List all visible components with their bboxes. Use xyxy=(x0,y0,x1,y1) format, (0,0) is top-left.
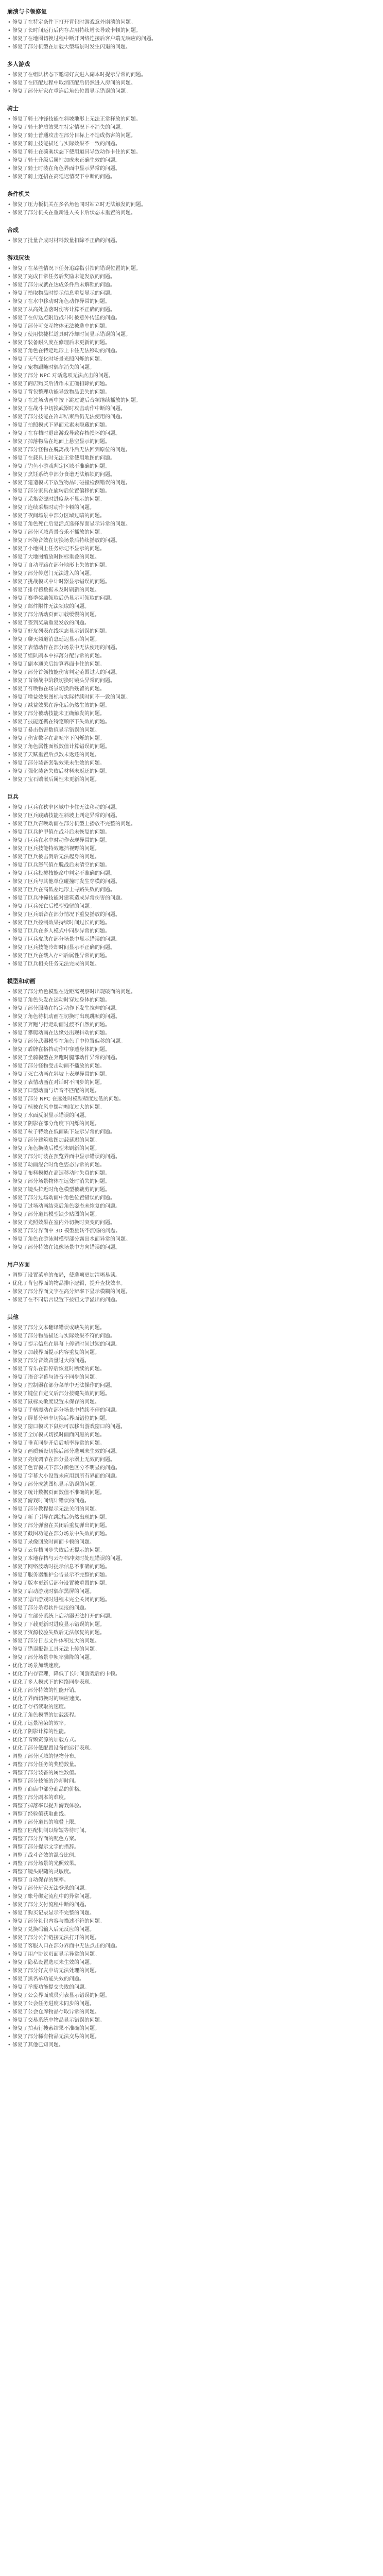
change-item: • 修复了在部分系统上启动器无法打开的问题。 xyxy=(7,1613,285,1621)
change-item: • 调整了部分技能的冷却时间。 xyxy=(7,1777,285,1786)
section-title: 多人游戏 xyxy=(7,61,30,67)
change-item: • 修复了聊天频道消息延迟显示的问题。 xyxy=(7,636,285,644)
change-item: • 修复了装备耐久度在修理后未更新的问题。 xyxy=(7,339,285,347)
patch-section xyxy=(7,104,383,181)
change-item: • 修复了部分杀毒软件误报的问题。 xyxy=(7,1604,285,1613)
change-item: • 修复了垂直同步开启后帧率异常的问题。 xyxy=(7,1439,285,1448)
change-item: • 修复了在过场动画中按下跳过键后音频继续播放的问题。 xyxy=(7,397,285,405)
change-item: • 调整了自动保存的频率。 xyxy=(7,1876,285,1885)
change-item: • 修复了部分支付流程中断的问题。 xyxy=(7,1901,285,1909)
change-item: • 修复了巨兵投掷技能命中判定不准确的问题。 xyxy=(7,870,285,878)
change-item: • 调整了设置菜单的布局，使选项更加清晰易读。 xyxy=(7,1272,285,1280)
patch-section xyxy=(7,1260,383,1304)
change-list xyxy=(7,237,383,245)
change-item: • 优化了阴影计算的性能。 xyxy=(7,1728,285,1736)
change-item: • 修复了角色换装后模型未刷新的问题。 xyxy=(7,1145,285,1153)
change-item: • 修复了公会仓库物品存取异常的问题。 xyxy=(7,2008,285,2016)
change-item: • 修复了服务器维护公告显示不完整的问题。 xyxy=(7,1571,285,1580)
change-item: • 修复了下载更新时进度显示错误的问题。 xyxy=(7,1621,285,1629)
change-item: • 修复了表情动作在部分场景中无法使用的问题。 xyxy=(7,644,285,652)
patch-section xyxy=(7,1313,383,2049)
change-item: • 修复了黑名单功能失效的问题。 xyxy=(7,1975,285,1984)
change-item: • 调整了部分装备的属性数值。 xyxy=(7,1769,285,1777)
section-title: 其他 xyxy=(7,1314,19,1320)
change-item: • 修复了部分弹窗在关闭后重复弹出的问题。 xyxy=(7,1522,285,1530)
change-item: • 修复了部分成就图标显示错误的问题。 xyxy=(7,1481,285,1489)
change-item: • 修复了部分特效在镜像场景中方向错误的问题。 xyxy=(7,1244,285,1252)
change-item: • 修复了减益效果在净化后仍然生效的问题。 xyxy=(7,702,285,710)
change-item: • 调整了商店中部分商品的价格。 xyxy=(7,1786,285,1794)
change-item: • 修复了客服入口在部分界面中无法点击的问题。 xyxy=(7,1942,285,1951)
change-item: • 修复了骑士连招在高延迟情况下中断的问题。 xyxy=(7,173,285,181)
change-item: • 修复了巨兵语音在部分情况下重复播放的问题。 xyxy=(7,911,285,919)
change-item: • 修复了部分道具模型缺少贴图的问题。 xyxy=(7,1211,285,1219)
change-item: • 修复了部分日志文件体积过大的问题。 xyxy=(7,1637,285,1646)
change-item: • 修复了账号绑定流程中的异常问题。 xyxy=(7,1893,285,1901)
change-item: • 修复了天气变化时场景光照闪烁的问题。 xyxy=(7,355,285,364)
change-item: • 优化了音频资源的加载方式。 xyxy=(7,1736,285,1744)
change-item: • 修复了新手引导在跳过后仍然出现的问题。 xyxy=(7,1514,285,1522)
change-item: • 修复了排行榜数据未及时刷新的问题。 xyxy=(7,586,285,595)
change-item: • 修复了游戏时间统计错误的问题。 xyxy=(7,1497,285,1505)
change-item: • 修复了骑士时装在角色界面中显示异常的问题。 xyxy=(7,165,285,173)
change-item: • 修复了本地存档与云存档冲突时处理错误的问题。 xyxy=(7,1555,285,1563)
change-item: • 优化了多人模式下的网络同步表现。 xyxy=(7,1679,285,1687)
section-title: 条件机关 xyxy=(7,191,30,197)
change-item: • 修复了屏幕分辨率切换后界面错位的问题。 xyxy=(7,1415,285,1423)
change-item: • 修复了部分角色模型在近距离观察时出现破面的问题。 xyxy=(7,988,285,996)
change-item: • 修复了巨兵皮肤在部分场景中显示错误的问题。 xyxy=(7,936,285,944)
change-item: • 修复了在载具上时无法正常使用地图的问题。 xyxy=(7,454,285,463)
change-item: • 修复了巨兵在高低差地形上寻路失败的问题。 xyxy=(7,886,285,894)
change-item: • 修复了暴击伤害数值显示错误的问题。 xyxy=(7,726,285,735)
change-item: • 修复了云存档同步失败后无提示的问题。 xyxy=(7,1547,285,1555)
change-item: • 修复了签到奖励重复发放的问题。 xyxy=(7,619,285,628)
change-item: • 修复了色盲模式下部分颜色区分不明显的问题。 xyxy=(7,1464,285,1472)
change-item: • 修复了部分机型在加载大型场景时发生闪退的问题。 xyxy=(7,43,285,52)
change-item: • 修复了奔跑与行走动画过渡不自然的问题。 xyxy=(7,1021,285,1029)
change-item: • 修复了技能连携在特定顺序下失效的问题。 xyxy=(7,718,285,726)
change-item: • 修复了部分玩家无法登录的问题。 xyxy=(7,1885,285,1893)
change-item: • 修复了骑士技能描述与实际效果不一致的问题。 xyxy=(7,140,285,148)
change-item: • 修复了在地图切换过程中断开网络连接后客户端无响应的问题。 xyxy=(7,35,285,43)
change-item: • 修复了长时间运行后内存占用持续增长导致卡顿的问题。 xyxy=(7,27,285,35)
section-title: 模型和动画 xyxy=(7,978,36,985)
change-item: • 修复了部分机关在重新进入关卡后状态未重置的问题。 xyxy=(7,209,285,217)
change-item: • 调整了经验值获取曲线。 xyxy=(7,1810,285,1819)
change-item: • 优化了场景加载速度。 xyxy=(7,1662,285,1670)
section-title: 用户界面 xyxy=(7,1261,30,1268)
section-title: 合成 xyxy=(7,227,19,233)
change-item: • 修复了植被在风中摆动幅度过大的问题。 xyxy=(7,1104,285,1112)
change-item: • 修复了兑换码输入后无反应的问题。 xyxy=(7,1926,285,1934)
change-item: • 修复了资源校验失败后无法修复的问题。 xyxy=(7,1629,285,1637)
change-item: • 修复了骑士在骑乘状态下使用道具导致动作卡住的问题。 xyxy=(7,148,285,157)
change-item: • 优化了内存管理，降低了长时间游戏后的卡顿。 xyxy=(7,1670,285,1679)
change-item: • 修复了用户协议页面显示异常的问题。 xyxy=(7,1951,285,1959)
patch-section xyxy=(7,226,383,245)
change-item: • 修复了部分教程提示无法关闭的问题。 xyxy=(7,1505,285,1514)
change-item: • 修复了手柄震动在部分场景中持续不停的问题。 xyxy=(7,1406,285,1415)
patch-section xyxy=(7,253,383,784)
change-item: • 优化了角色模型的加载流程。 xyxy=(7,1711,285,1720)
patch-section xyxy=(7,792,383,969)
change-item: • 修复了全屏模式切换时画面闪黑的问题。 xyxy=(7,1431,285,1439)
change-item: • 修复了在不同语言设置下按钮文字溢出的问题。 xyxy=(7,1296,285,1304)
change-item: • 修复了连续采集时动作卡顿的问题。 xyxy=(7,504,285,512)
change-item: • 修复了背包整理功能导致物品丢失的问题。 xyxy=(7,388,285,397)
change-item: • 修复了隐私设置选项未生效的问题。 xyxy=(7,1959,285,1967)
change-item: • 修复了角色头发在运动时穿过身体的问题。 xyxy=(7,996,285,1005)
change-item: • 修复了使用快捷栏道具时冷却时间显示错误的问题。 xyxy=(7,331,285,339)
change-item: • 修复了部分装备套装效果未生效的问题。 xyxy=(7,759,285,768)
change-item: • 修复了部分武器模型在角色手中位置偏移的问题。 xyxy=(7,1038,285,1046)
patch-notes-document xyxy=(7,7,383,2049)
change-item: • 修复了在水中移动时角色动作异常的问题。 xyxy=(7,298,285,306)
change-item: • 修复了字幕大小设置未应用到所有界面的问题。 xyxy=(7,1472,285,1481)
change-item: • 优化了背包界面的物品排序逻辑，提升查找效率。 xyxy=(7,1280,285,1288)
change-item: • 修复了巨兵怒气值在脱战后未清空的问题。 xyxy=(7,861,285,870)
change-item: • 修复了部分稀有物品无法交易的问题。 xyxy=(7,2033,285,2041)
change-item: • 修复了动画混合时角色姿态异常的问题。 xyxy=(7,1161,285,1170)
change-item: • 修复了部分成就在达成条件后未解锁的问题。 xyxy=(7,281,285,290)
change-item: • 修复了组队副本中掉落分配异常的问题。 xyxy=(7,652,285,660)
change-item: • 修复了启动游戏时偶尔黑屏的问题。 xyxy=(7,1588,285,1596)
change-item: • 修复了召唤物在场景切换后残留的问题。 xyxy=(7,685,285,693)
change-list xyxy=(7,1272,383,1304)
change-item: • 修复了死亡动画在斜坡上表现异常的问题。 xyxy=(7,1071,285,1079)
change-item: • 修复了语音字幕与语音不同步的问题。 xyxy=(7,1374,285,1382)
change-item: • 调整了部分场景的光照效果。 xyxy=(7,1860,285,1868)
change-item: • 修复了粒子特效在低画质下显示异常的问题。 xyxy=(7,1128,285,1137)
change-item: • 修复了骑士护盾效果在特定情况下不消失的问题。 xyxy=(7,124,285,132)
change-item: • 修复了巨兵技能特效遮挡视野的问题。 xyxy=(7,845,285,853)
change-item: • 修复了统计数据页面数值不准确的问题。 xyxy=(7,1489,285,1497)
change-item: • 修复了宝石镶嵌后属性未更新的问题。 xyxy=(7,776,285,784)
change-item: • 修复了部分物品描述与实际效果不符的问题。 xyxy=(7,1332,285,1341)
change-list xyxy=(7,1324,383,2049)
change-item: • 调整了匹配机制以缩短等待时间。 xyxy=(7,1827,285,1835)
change-item: • 修复了部分礼包内容与描述不符的问题。 xyxy=(7,1918,285,1926)
change-item: • 修复了在战斗中切换武器时攻击动作中断的问题。 xyxy=(7,405,285,413)
change-item: • 修复了部分怪物受击动画不播放的问题。 xyxy=(7,1062,285,1071)
change-item: • 修复了部分服装在特定动作下发生拉伸的问题。 xyxy=(7,1005,285,1013)
change-item: • 修复了挑战模式中计时器显示错误的问题。 xyxy=(7,578,285,586)
change-item: • 修复了夜间场景中部分区域过暗的问题。 xyxy=(7,512,285,520)
change-item: • 修复了部分 NPC 在远处时模型精度过低的问题。 xyxy=(7,1095,285,1104)
change-item: • 修复了采集资源时进度条不显示的问题。 xyxy=(7,496,285,504)
change-item: • 修复了错误报告工具无法上传的问题。 xyxy=(7,1646,285,1654)
change-item: • 修复了部分技能在冷却结束后仍无法使用的问题。 xyxy=(7,413,285,421)
change-item: • 修复了公会界面成员列表显示错误的问题。 xyxy=(7,1992,285,2000)
change-item: • 修复了巨兵护甲值在战斗后未恢复的问题。 xyxy=(7,828,285,837)
change-item: • 调整了镜头跟随的灵敏度。 xyxy=(7,1868,285,1876)
change-item: • 优化了部分低配置设备的运行表现。 xyxy=(7,1744,285,1753)
change-item: • 调整了部分提示文字的措辞。 xyxy=(7,1843,285,1852)
change-item: • 修复了邮件附件无法领取的问题。 xyxy=(7,603,285,611)
change-item: • 优化了界面切换时的响应速度。 xyxy=(7,1695,285,1703)
change-item: • 修复了截图功能在部分场景中失效的问题。 xyxy=(7,1530,285,1538)
change-item: • 修复了拍照模式下界面元素未隐藏的问题。 xyxy=(7,421,285,430)
change-item: • 修复了举报功能提交失败的问题。 xyxy=(7,1984,285,1992)
change-item: • 修复了巨兵与其他单位碰撞时发生穿模的问题。 xyxy=(7,878,285,886)
change-item: • 修复了巨兵在水中时动作表现异常的问题。 xyxy=(7,837,285,845)
change-item: • 修复了阴影在部分角度下闪烁的问题。 xyxy=(7,1120,285,1128)
change-item: • 修复了巨兵在狭窄区域中卡住无法移动的问题。 xyxy=(7,804,285,812)
change-item: • 修复了巨兵被击倒后无法起身的问题。 xyxy=(7,853,285,861)
section-title: 巨兵 xyxy=(7,793,19,800)
change-item: • 修复了键位自定义后部分按键失效的问题。 xyxy=(7,1390,285,1398)
change-item: • 修复了角色在游泳时模型部分露出水面异常的问题。 xyxy=(7,1235,285,1244)
change-item: • 修复了光照效果在室内外切换时突变的问题。 xyxy=(7,1219,285,1227)
change-item: • 修复了部分首领技能伤害判定范围过大的问题。 xyxy=(7,669,285,677)
change-item: • 修复了部分文本翻译错误或缺失的问题。 xyxy=(7,1324,285,1332)
change-item: • 修复了部分界面中 3D 模型旋转不流畅的问题。 xyxy=(7,1227,285,1235)
change-item: • 修复了过场动画结束后角色姿态未恢复的问题。 xyxy=(7,1202,285,1211)
change-item: • 修复了部分 NPC 对话选项无法点击的问题。 xyxy=(7,372,285,380)
change-item: • 修复了赛季奖励领取后仍显示可领取的问题。 xyxy=(7,595,285,603)
change-item: • 修复了完成日常任务后奖励未能发放的问题。 xyxy=(7,273,285,281)
change-item: • 修复了退出游戏时进程未完全关闭的问题。 xyxy=(7,1596,285,1604)
section-title: 崩溃与卡顿修复 xyxy=(7,8,47,15)
change-item: • 修复了巨兵践踏技能在斜坡上判定异常的问题。 xyxy=(7,812,285,820)
patch-section xyxy=(7,7,383,52)
change-item: • 修复了攀爬动画在边缘处出现抖动的问题。 xyxy=(7,1029,285,1038)
change-item: • 修复了拾取物品时提示信息重复显示的问题。 xyxy=(7,290,285,298)
change-item: • 修复了画质预设切换后部分选项未生效的问题。 xyxy=(7,1448,285,1456)
change-item: • 修复了部分过场动画中角色位置错误的问题。 xyxy=(7,1194,285,1202)
change-item: • 修复了巨兵相关任务无法完成的问题。 xyxy=(7,960,285,969)
change-item: • 优化了远景渲染的效率。 xyxy=(7,1720,285,1728)
change-item: • 修复了亮度调节在部分显示器上无效的问题。 xyxy=(7,1456,285,1464)
change-item: • 修复了录像回放时画面卡顿的问题。 xyxy=(7,1538,285,1547)
change-item: • 修复了巨兵冲撞技能对建筑造成异常伤害的问题。 xyxy=(7,894,285,903)
change-item: • 修复了交易系统中物品显示错误的问题。 xyxy=(7,2016,285,2025)
change-item: • 修复了在某些情况下任务追踪指引指向错误位置的问题。 xyxy=(7,265,285,273)
change-item: • 修复了网络波动时提示信息不准确的问题。 xyxy=(7,1563,285,1571)
change-item: • 修复了巨兵召唤动画在部分机型上播放不完整的问题。 xyxy=(7,820,285,828)
change-item: • 调整了部分副本的难度。 xyxy=(7,1794,285,1802)
change-item: • 调整了部分道具的堆叠上限。 xyxy=(7,1819,285,1827)
change-list xyxy=(7,19,383,52)
change-item: • 修复了巨兵技能冷却时间显示不正确的问题。 xyxy=(7,944,285,952)
section-title: 骑士 xyxy=(7,105,19,112)
change-item: • 修复了部分建筑贴图加载延迟的问题。 xyxy=(7,1137,285,1145)
change-item: • 修复了部分公告链接无法打开的问题。 xyxy=(7,1934,285,1942)
change-item: • 修复了部分界面文字在高分辨率下显示模糊的问题。 xyxy=(7,1288,285,1296)
change-list xyxy=(7,71,383,96)
change-item: • 修复了部分被动技能未正确触发的问题。 xyxy=(7,710,285,718)
section-title: 游戏玩法 xyxy=(7,255,30,261)
change-item: • 修复了批量合成时材料数量扣除不正确的问题。 xyxy=(7,237,285,245)
change-item: • 修复了水面反射显示错误的问题。 xyxy=(7,1112,285,1120)
change-list xyxy=(7,988,383,1252)
change-item: • 修复了从高处坠落时伤害计算不正确的问题。 xyxy=(7,306,285,314)
change-item: • 修复了控制器在部分菜单中无法操作的问题。 xyxy=(7,1382,285,1390)
change-item: • 调整了战斗音效的混音比例。 xyxy=(7,1852,285,1860)
change-item: • 修复了拍卖行搜索结果不准确的问题。 xyxy=(7,2025,285,2033)
change-item: • 修复了鼠标灵敏度设置未保存的问题。 xyxy=(7,1398,285,1406)
change-item: • 修复了副本通关后结算界面卡住的问题。 xyxy=(7,660,285,669)
change-item: • 修复了天赋重置后点数未返还的问题。 xyxy=(7,751,285,759)
change-item: • 修复了角色在特定地形上卡住无法移动的问题。 xyxy=(7,347,285,355)
change-list xyxy=(7,265,383,784)
change-item: • 修复了增益效果图标与实际持续时间不一致的问题。 xyxy=(7,693,285,702)
change-item: • 修复了镜头拉近时角色模型被裁剪的问题。 xyxy=(7,1186,285,1194)
change-item: • 修复了商店购买后货币未正确扣除的问题。 xyxy=(7,380,285,388)
change-item: • 修复了好友列表在线状态显示错误的问题。 xyxy=(7,628,285,636)
patch-section xyxy=(7,190,383,217)
change-item: • 修复了角色待机动画在切换时出现跳帧的问题。 xyxy=(7,1013,285,1021)
change-item: • 修复了购买记录显示不完整的问题。 xyxy=(7,1909,285,1918)
change-item: • 修复了强化装备失败后材料未返还的问题。 xyxy=(7,768,285,776)
change-item: • 修复了其他已知问题。 xyxy=(7,2041,285,2049)
change-item: • 修复了部分音效音量过大的问题。 xyxy=(7,1357,285,1365)
change-item: • 修复了角色死亡后复活点选择界面显示异常的问题。 xyxy=(7,520,285,529)
change-item: • 修复了部分好友申请无法处理的问题。 xyxy=(7,1967,285,1975)
change-item: • 修复了部分怪物在脱离战斗后无法回到原位的问题。 xyxy=(7,446,285,454)
change-list xyxy=(7,201,383,217)
change-item: • 修复了公会任务进度未同步的问题。 xyxy=(7,2000,285,2008)
change-item: • 修复了坐骑模型在奔跑时腿部动作异常的问题。 xyxy=(7,1054,285,1062)
change-item: • 修复了部分场景中帧率骤降的问题。 xyxy=(7,1654,285,1662)
change-item: • 修复了在匹配过程中取消匹配后仍然进入房间的问题。 xyxy=(7,79,285,88)
change-item: • 修复了部分可交互物体无法被选中的问题。 xyxy=(7,323,285,331)
change-item: • 修复了烹饪系统中部分食谱无法解锁的问题。 xyxy=(7,471,285,479)
change-list xyxy=(7,804,383,969)
change-item: • 修复了掉落物品在地面上悬空显示的问题。 xyxy=(7,438,285,446)
change-item: • 优化了部分特效的性能开销。 xyxy=(7,1687,285,1695)
change-item: • 修复了音乐在暂停后恢复时断续的问题。 xyxy=(7,1365,285,1374)
change-item: • 修复了口型动画与语音不匹配的问题。 xyxy=(7,1087,285,1095)
change-item: • 修复了部分传送门无法进入的问题。 xyxy=(7,570,285,578)
change-item: • 修复了在组队状态下邀请好友进入副本时提示异常的问题。 xyxy=(7,71,285,79)
change-item: • 修复了压力板机关在多名角色同时站立时无法触发的问题。 xyxy=(7,201,285,209)
change-item: • 修复了巨兵在载入存档后属性异常的问题。 xyxy=(7,952,285,960)
change-item: • 调整了部分任务的奖励数量。 xyxy=(7,1761,285,1769)
change-item: • 修复了小地图上任务标记不显示的问题。 xyxy=(7,545,285,553)
change-item: • 调整了部分界面的配色方案。 xyxy=(7,1835,285,1843)
change-item: • 优化了存档读取的速度。 xyxy=(7,1703,285,1711)
change-item: • 修复了部分区域背景音乐不播放的问题。 xyxy=(7,529,285,537)
change-item: • 修复了环境音效在切换场景后持续播放的问题。 xyxy=(7,537,285,545)
change-item: • 修复了部分家具在旋转后位置偏移的问题。 xyxy=(7,487,285,496)
change-item: • 修复了巨兵死亡后模型残留的问题。 xyxy=(7,903,285,911)
change-list xyxy=(7,115,383,181)
change-item: • 修复了表情动画在对话时不同步的问题。 xyxy=(7,1079,285,1087)
change-item: • 修复了角色属性面板数值计算错误的问题。 xyxy=(7,743,285,751)
change-item: • 修复了骑士升级后属性加成未正确生效的问题。 xyxy=(7,157,285,165)
change-item: • 修复了骑士冲锋技能在斜坡地形上无法正常释放的问题。 xyxy=(7,115,285,124)
change-item: • 修复了巨兵在多人模式中同步异常的问题。 xyxy=(7,927,285,936)
change-item: • 修复了部分场景物体在远处时消失的问题。 xyxy=(7,1178,285,1186)
patch-section xyxy=(7,60,383,96)
change-item: • 修复了在传送点附近战斗时被意外传送的问题。 xyxy=(7,314,285,323)
change-item: • 修复了部分活动页面加载缓慢的问题。 xyxy=(7,611,285,619)
change-item: • 修复了布料模拟在高速移动时失真的问题。 xyxy=(7,1170,285,1178)
patch-section xyxy=(7,977,383,1252)
change-item: • 修复了在特定条件下打开背包时游戏意外崩溃的问题。 xyxy=(7,19,285,27)
change-item: • 修复了版本更新后部分设置被重置的问题。 xyxy=(7,1580,285,1588)
change-item: • 修复了加载界面提示内容重复的问题。 xyxy=(7,1349,285,1357)
change-item: • 修复了伤害数字在高帧率下闪烁的问题。 xyxy=(7,735,285,743)
change-item: • 修复了部分玩家在重连后角色位置显示错误的问题。 xyxy=(7,88,285,96)
change-item: • 修复了首领战中阶段切换时镜头异常的问题。 xyxy=(7,677,285,685)
change-item: • 修复了巨兵控制效果持续时间过长的问题。 xyxy=(7,919,285,927)
change-item: • 修复了窗口模式下鼠标可以移出游戏窗口的问题。 xyxy=(7,1423,285,1431)
change-item: • 调整了掉落率以提升游戏体验。 xyxy=(7,1802,285,1810)
change-item: • 修复了在存档时退出游戏导致存档损坏的问题。 xyxy=(7,430,285,438)
change-item: • 修复了钓鱼小游戏判定区域不准确的问题。 xyxy=(7,463,285,471)
change-item: • 修复了宠物跟随时偶尔消失的问题。 xyxy=(7,364,285,372)
change-item: • 修复了自动寻路在部分地形上失效的问题。 xyxy=(7,562,285,570)
change-item: • 修复了骑士普通攻击在部分目标上不造成伤害的问题。 xyxy=(7,132,285,140)
change-item: • 调整了部分区域的怪物分布。 xyxy=(7,1753,285,1761)
change-item: • 修复了提示信息在屏幕上停留时间过短的问题。 xyxy=(7,1341,285,1349)
change-item: • 修复了建造模式下放置物品时碰撞检测错误的问题。 xyxy=(7,479,285,487)
change-item: • 修复了部分时装在预览界面中显示错误的问题。 xyxy=(7,1153,285,1161)
change-item: • 修复了盾牌在格挡动作中穿透身体的问题。 xyxy=(7,1046,285,1054)
change-item: • 修复了大地图缩放时图标重叠的问题。 xyxy=(7,553,285,562)
